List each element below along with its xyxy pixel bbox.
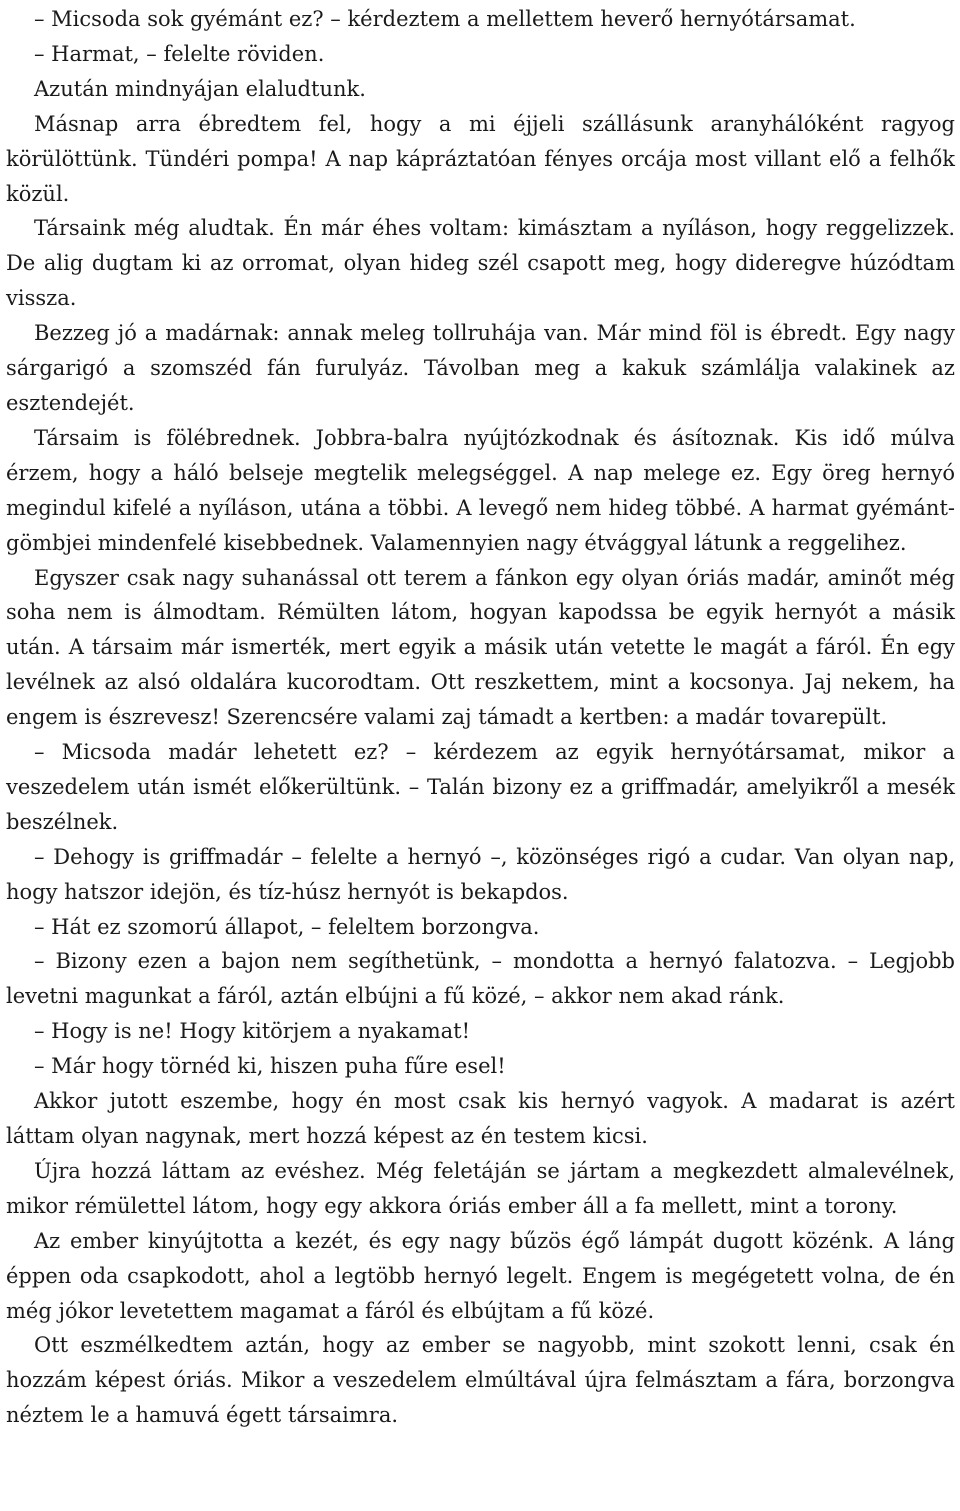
paragraph: Társaim is fölébrednek. Jobbra-balra nyújtózkodnak és ásítoznak. Kis idő múlva érzem, hogy a háló belseje megtelik melegséggel. A nap melege ez. Egy öreg hernyó megindul kifelé a nyíláson, utána a többi. A levegő nem hideg többé. A harmat gyémánt-gömbjei mindenfelé kisebbednek. Valamennyien nagy étvággyal látunk a reggelihez.: [6, 425, 955, 555]
paragraph: Ott eszmélkedtem aztán, hogy az ember se nagyobb, mint szokott lenni, csak én hozzám képest óriás. Mikor a veszedelem elmúltával újra felmásztam a fára, borzongva néztem le a hamuvá égett társaimra.: [6, 1333, 955, 1428]
paragraph: – Hogy is ne! Hogy kitörjem a nyakamat!: [34, 1019, 471, 1044]
paragraph: – Micsoda madár lehetett ez? – kérdezem az egyik hernyótársamat, mikor a veszedelem után ismét előkerültünk. – Talán bizony ez a griffmadár, amelyikről a mesék beszélnek.: [6, 740, 955, 834]
paragraph: Az ember kinyújtotta a kezét, és egy nagy bűzös égő lámpát dugott közénk. A láng éppen oda csapkodott, ahol a legtöbb hernyó legelt. Engem is megégetett volna, de én még jókor levetettem magamat a fáról és elbújtam a fű közé.: [6, 1228, 955, 1323]
paragraph: Újra hozzá láttam az evéshez. Még feletáján se jártam a megkezdett almalevélnek, mikor rémülettel látom, hogy egy akkora óriás ember áll a fa mellett, mint a torony.: [6, 1158, 955, 1218]
paragraph: – Dehogy is griffmadár – felelte a hernyó –, közönséges rigó a cudar. Van olyan nap, hogy hatszor idejön, és tíz-húsz hernyót is bekapdos.: [6, 844, 955, 904]
paragraph: – Már hogy törnéd ki, hiszen puha fűre esel!: [34, 1054, 506, 1079]
paragraph: – Micsoda sok gyémánt ez? – kérdeztem a mellettem heverő hernyótársamat.: [34, 7, 856, 31]
paragraph: Társaink még aludtak. Én már éhes voltam: kimásztam a nyíláson, hogy reggelizzek. De alig dugtam ki az orromat, olyan hideg szél csapott meg, hogy dideregve húzódtam vissza.: [6, 216, 955, 311]
paragraph: Azután mindnyájan elaludtunk.: [34, 76, 366, 101]
paragraph: Akkor jutott eszembe, hogy én most csak kis hernyó vagyok. A madarat is azért láttam olyan nagynak, mert hozzá képest az én testem kicsi.: [6, 1089, 955, 1148]
paragraph: – Harmat, – felelte röviden.: [34, 41, 325, 66]
paragraph: – Hát ez szomorú állapot, – feleltem borzongva.: [34, 914, 540, 939]
paragraph: Egyszer csak nagy suhanással ott terem a fánkon egy olyan óriás madár, aminőt még soha nem is álmodtam. Rémülten látom, hogyan kapodssa be egyik hernyót a másik után. A társaim már ismerték, mert egyik a másik után vetette le magát a fáról. Én egy levélnek az alsó oldalára kucorodtam. Ott reszkettem, mint a kocsonya. Jaj nekem, ha engem is észrevesz! Szerencsére valami zaj támadt a kertben: a madár tovarepült.: [6, 565, 955, 730]
paragraph: Bezzeg jó a madárnak: annak meleg tollruhája van. Már mind föl is ébredt. Egy nagy sárgarigó a szomszéd fán furulyáz. Távolban meg a kakuk számlálja valakinek az esztendejét.: [6, 321, 955, 415]
paragraph: – Bizony ezen a bajon nem segíthetünk, – mondotta a hernyó falatozva. – Legjobb levetni magunkat a fáról, aztán elbújni a fű közé, – akkor nem akad ránk.: [6, 949, 955, 1009]
paragraph: Másnap arra ébredtem fel, hogy a mi éjjeli szállásunk aranyhálóként ragyog körülöttünk. Tündéri pompa! A nap kápráztatóan fényes orcája most villant elő a felhők közül.: [6, 111, 955, 206]
